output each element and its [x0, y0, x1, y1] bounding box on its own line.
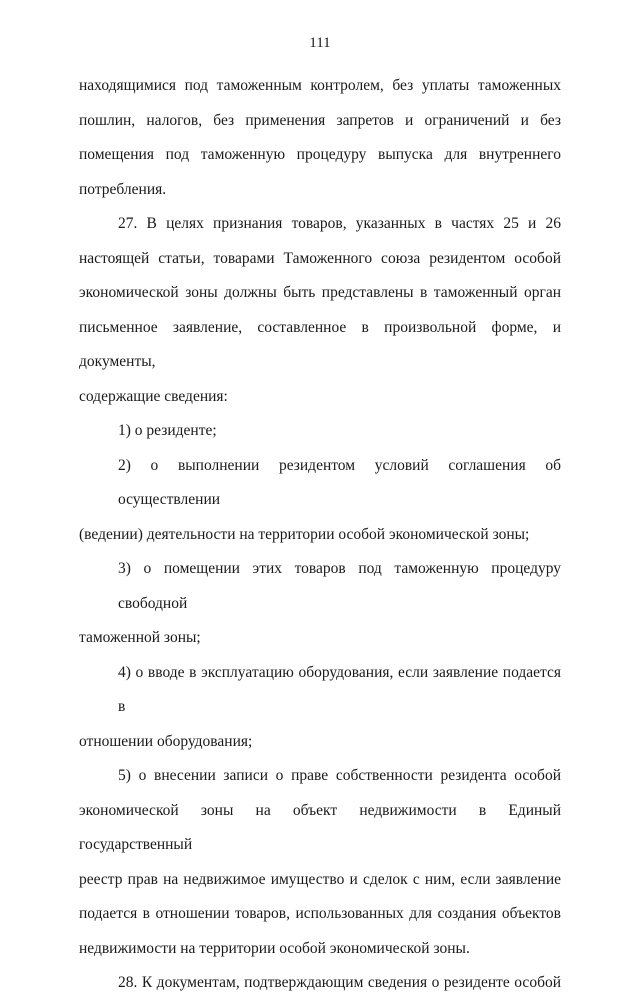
text-line: 1) о резиденте; [118, 422, 217, 439]
text-line: помещения под таможенную процедуру выпуска для внутреннего [79, 146, 561, 163]
text-line: потребления. [79, 180, 167, 198]
list-item-2 [79, 449, 561, 553]
text-line: 3) о помещении этих товаров под таможенную процедуру свободной [118, 560, 561, 612]
document-body [79, 69, 561, 1001]
text-line: 5) о внесении записи о праве собственности резидента особой [118, 767, 561, 784]
text-line: настоящей статьи, товарами Таможенного союза резидентом особой [79, 249, 561, 267]
text-line: отношении оборудования; [79, 732, 253, 750]
text-line: подается в отношении товаров, использованных для создания объектов [79, 905, 561, 922]
text-line: письменное заявление, составленное в произвольной форме, и документы, [79, 318, 561, 370]
text-line: 2) о выполнении резидентом условий соглашения об осуществлении [118, 456, 561, 508]
list-item-5 [79, 759, 561, 966]
text-line: 28. К документам, подтверждающим сведения о резиденте особой [118, 974, 561, 991]
paragraph-continuation [79, 69, 561, 207]
text-line: реестр прав на недвижимое имущество и сделок с ним, если заявление [79, 870, 561, 888]
list-item-1 [79, 414, 561, 449]
page-number: 111 [309, 35, 331, 51]
text-line: содержащие сведения: [79, 387, 228, 405]
text-line: находящимися под таможенным контролем, без уплаты таможенных [79, 77, 561, 94]
text-line: 4) о вводе в эксплуатацию оборудования, если заявление подается в [118, 663, 561, 715]
text-line: недвижимости на территории особой экономической зоны. [79, 939, 470, 957]
text-line: 27. В целях признания товаров, указанных в частях 25 и 26 [118, 215, 561, 232]
text-line: пошлин, налогов, без применения запретов и ограничений и без [79, 111, 561, 129]
paragraph-28 [79, 966, 561, 1001]
text-line: экономической зоны должны быть представлены в таможенный орган [79, 284, 561, 301]
text-line: таможенной зоны; [79, 629, 201, 646]
text-line: (ведении) деятельности на территории особой экономической зоны; [79, 525, 530, 543]
list-item-3 [79, 552, 561, 656]
list-item-4 [79, 656, 561, 760]
text-line: экономической зоны на объект недвижимости в Единый государственный [79, 801, 561, 853]
paragraph-27 [79, 207, 561, 414]
